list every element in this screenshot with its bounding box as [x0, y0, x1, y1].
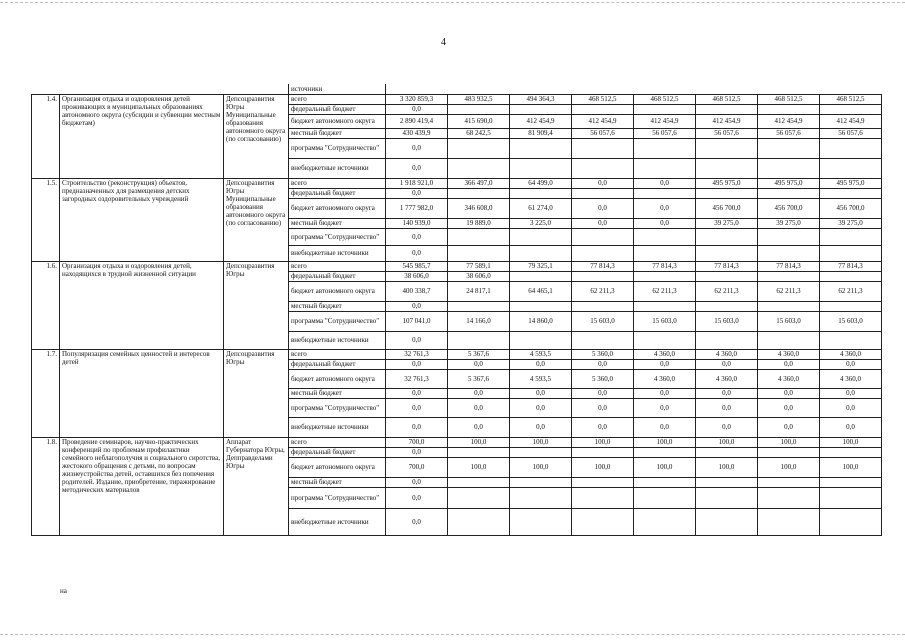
- table-row: [32, 94, 882, 104]
- amount-cell: 4 593,5: [510, 349, 572, 359]
- amount-cell: 0,0: [634, 218, 696, 228]
- item-name: Организация отдыха и оздоровления детей проживающих в муниципальных образованиях автономного округа (субсидии и субвенции местным бюджетам): [60, 94, 224, 178]
- item-executor: Депсоцразвития Югры Муниципальные образования автономного округа (по согласованию): [224, 94, 289, 178]
- amount-cell: 430 439,9: [386, 128, 448, 138]
- amount-cell: 0,0: [510, 417, 572, 437]
- funding-source-label: внебюджетные источники: [289, 417, 386, 437]
- amount-cell: 32 761,3: [386, 369, 448, 388]
- item-number: 1.4.: [32, 94, 60, 178]
- item-executor: Депсоцразвития Югры Муниципальные образования автономного округа (по согласованию): [224, 178, 289, 261]
- amount-cell: [758, 271, 820, 281]
- funding-source-label: федеральный бюджет: [289, 188, 386, 198]
- page-number: 4: [441, 37, 446, 48]
- amount-cell: 0,0: [634, 359, 696, 369]
- amount-cell: [448, 331, 510, 349]
- continuation-label: источники: [289, 84, 386, 94]
- amount-cell: 68 242,5: [448, 128, 510, 138]
- amount-cell: 0,0: [386, 359, 448, 369]
- amount-cell: 100,0: [634, 437, 696, 447]
- amount-cell: 346 608,0: [448, 198, 510, 218]
- amount-cell: [572, 271, 634, 281]
- amount-cell: 100,0: [510, 457, 572, 477]
- amount-cell: 62 211,3: [820, 281, 882, 301]
- amount-cell: 81 909,4: [510, 128, 572, 138]
- amount-cell: [510, 508, 572, 535]
- amount-cell: 495 975,0: [820, 178, 882, 188]
- amount-cell: 100,0: [696, 437, 758, 447]
- amount-cell: [820, 271, 882, 281]
- amount-cell: 0,0: [510, 388, 572, 398]
- amount-cell: [572, 188, 634, 198]
- amount-cell: 15 603,0: [696, 311, 758, 331]
- amount-cell: [634, 301, 696, 311]
- amount-cell: 700,0: [386, 457, 448, 477]
- amount-cell: [510, 477, 572, 487]
- table-row: [32, 437, 882, 447]
- amount-cell: [448, 508, 510, 535]
- amount-cell: 0,0: [386, 508, 448, 535]
- amount-cell: 0,0: [386, 245, 448, 261]
- amount-cell: [634, 104, 696, 114]
- amount-cell: [634, 271, 696, 281]
- amount-cell: [572, 245, 634, 261]
- amount-cell: 0,0: [634, 398, 696, 417]
- amount-cell: [510, 271, 572, 281]
- amount-cell: 62 211,3: [696, 281, 758, 301]
- amount-cell: 62 211,3: [572, 281, 634, 301]
- amount-cell: 38 606,0: [386, 271, 448, 281]
- amount-cell: [758, 508, 820, 535]
- amount-cell: [820, 245, 882, 261]
- amount-cell: 0,0: [448, 417, 510, 437]
- item-number: 1.7.: [32, 349, 60, 437]
- amount-cell: 412 454,9: [572, 114, 634, 128]
- amount-cell: 400 338,7: [386, 281, 448, 301]
- amount-cell: 468 512,5: [572, 94, 634, 104]
- amount-cell: 19 889,0: [448, 218, 510, 228]
- amount-cell: 412 454,9: [758, 114, 820, 128]
- funding-source-label: федеральный бюджет: [289, 359, 386, 369]
- amount-cell: 495 975,0: [758, 178, 820, 188]
- funding-source-label: программа "Сотрудничество": [289, 228, 386, 245]
- amount-cell: 3 225,0: [510, 218, 572, 228]
- amount-cell: [696, 487, 758, 508]
- continuation-row: [32, 84, 882, 94]
- item-number: 1.5.: [32, 178, 60, 261]
- item-executor: Аппарат Губернатора Югры, Депправделами Югры: [224, 437, 289, 535]
- item-name: Организация отдыха и оздоровления детей, находящихся в трудной жизненной ситуации: [60, 261, 224, 349]
- funding-source-label: местный бюджет: [289, 218, 386, 228]
- amount-cell: 0,0: [386, 388, 448, 398]
- amount-cell: 4 360,0: [634, 369, 696, 388]
- amount-cell: 39 275,0: [696, 218, 758, 228]
- amount-cell: 15 603,0: [634, 311, 696, 331]
- amount-cell: [696, 477, 758, 487]
- amount-cell: [634, 331, 696, 349]
- amount-cell: 77 814,3: [696, 261, 758, 271]
- funding-source-label: местный бюджет: [289, 128, 386, 138]
- amount-cell: 100,0: [572, 457, 634, 477]
- amount-cell: 14 166,0: [448, 311, 510, 331]
- amount-cell: [572, 477, 634, 487]
- amount-cell: 0,0: [386, 447, 448, 457]
- amount-cell: [572, 301, 634, 311]
- amount-cell: [634, 487, 696, 508]
- amount-cell: [510, 301, 572, 311]
- amount-cell: [634, 188, 696, 198]
- amount-cell: 56 057,6: [820, 128, 882, 138]
- amount-cell: 100,0: [572, 437, 634, 447]
- amount-cell: 0,0: [758, 388, 820, 398]
- amount-cell: 4 360,0: [758, 349, 820, 359]
- amount-cell: 0,0: [386, 398, 448, 417]
- amount-cell: [696, 245, 758, 261]
- amount-cell: 100,0: [448, 437, 510, 447]
- amount-cell: [820, 447, 882, 457]
- amount-cell: [448, 104, 510, 114]
- amount-cell: [634, 158, 696, 178]
- amount-cell: 56 057,6: [572, 128, 634, 138]
- amount-cell: 77 814,3: [634, 261, 696, 271]
- budget-table: [31, 84, 882, 536]
- amount-cell: 4 360,0: [696, 349, 758, 359]
- amount-cell: 4 593,5: [510, 369, 572, 388]
- funding-source-label: программа "Сотрудничество": [289, 138, 386, 158]
- amount-cell: 107 041,0: [386, 311, 448, 331]
- amount-cell: [696, 228, 758, 245]
- amount-cell: [510, 228, 572, 245]
- funding-source-label: бюджет автономного округа: [289, 198, 386, 218]
- amount-cell: 545 985,7: [386, 261, 448, 271]
- amount-cell: 0,0: [386, 477, 448, 487]
- amount-cell: [758, 188, 820, 198]
- amount-cell: 0,0: [386, 301, 448, 311]
- amount-cell: [820, 331, 882, 349]
- amount-cell: 77 814,3: [758, 261, 820, 271]
- amount-cell: 56 057,6: [696, 128, 758, 138]
- amount-cell: 100,0: [820, 437, 882, 447]
- amount-cell: 366 497,0: [448, 178, 510, 188]
- amount-cell: 0,0: [386, 417, 448, 437]
- amount-cell: [696, 158, 758, 178]
- amount-cell: [758, 331, 820, 349]
- amount-cell: [634, 447, 696, 457]
- amount-cell: 0,0: [820, 359, 882, 369]
- table-row: [32, 178, 882, 188]
- amount-cell: [448, 188, 510, 198]
- amount-cell: [820, 301, 882, 311]
- amount-cell: [820, 487, 882, 508]
- amount-cell: 0,0: [386, 228, 448, 245]
- amount-cell: 0,0: [572, 398, 634, 417]
- amount-cell: 494 364,3: [510, 94, 572, 104]
- amount-cell: [696, 301, 758, 311]
- amount-cell: 2 890 419,4: [386, 114, 448, 128]
- amount-cell: 468 512,5: [758, 94, 820, 104]
- amount-cell: 77 814,3: [820, 261, 882, 271]
- amount-cell: 415 690,0: [448, 114, 510, 128]
- amount-cell: 0,0: [634, 417, 696, 437]
- funding-source-label: местный бюджет: [289, 301, 386, 311]
- amount-cell: [634, 138, 696, 158]
- funding-source-label: программа "Сотрудничество": [289, 398, 386, 417]
- funding-source-label: всего: [289, 94, 386, 104]
- amount-cell: 0,0: [820, 388, 882, 398]
- amount-cell: 0,0: [572, 178, 634, 188]
- amount-cell: 0,0: [386, 158, 448, 178]
- funding-source-label: федеральный бюджет: [289, 104, 386, 114]
- amount-cell: [634, 508, 696, 535]
- amount-cell: 412 454,9: [820, 114, 882, 128]
- amount-cell: 5 360,0: [572, 349, 634, 359]
- funding-source-label: федеральный бюджет: [289, 271, 386, 281]
- amount-cell: [510, 138, 572, 158]
- item-number: 1.6.: [32, 261, 60, 349]
- amount-cell: 15 603,0: [572, 311, 634, 331]
- amount-cell: 0,0: [634, 178, 696, 188]
- amount-cell: 15 603,0: [820, 311, 882, 331]
- scan-top-edge: [0, 2, 905, 3]
- amount-cell: 32 761,3: [386, 349, 448, 359]
- amount-cell: [758, 447, 820, 457]
- amount-cell: [820, 104, 882, 114]
- funding-source-label: внебюджетные источники: [289, 245, 386, 261]
- amount-cell: [696, 508, 758, 535]
- amount-cell: [758, 104, 820, 114]
- amount-cell: 5 367,6: [448, 369, 510, 388]
- amount-cell: 468 512,5: [696, 94, 758, 104]
- amount-cell: 456 700,0: [758, 198, 820, 218]
- amount-cell: [758, 138, 820, 158]
- amount-cell: 0,0: [572, 218, 634, 228]
- table-row: [32, 261, 882, 271]
- amount-cell: 39 275,0: [820, 218, 882, 228]
- amount-cell: 483 932,5: [448, 94, 510, 104]
- funding-source-label: внебюджетные источники: [289, 158, 386, 178]
- amount-cell: 4 360,0: [820, 369, 882, 388]
- amount-cell: [696, 331, 758, 349]
- amount-cell: 4 360,0: [820, 349, 882, 359]
- amount-cell: [820, 188, 882, 198]
- funding-source-label: всего: [289, 437, 386, 447]
- amount-cell: 77 589,1: [448, 261, 510, 271]
- funding-source-label: бюджет автономного округа: [289, 114, 386, 128]
- amount-cell: 0,0: [758, 398, 820, 417]
- funding-source-label: программа "Сотрудничество": [289, 311, 386, 331]
- amount-cell: 62 211,3: [758, 281, 820, 301]
- amount-cell: [448, 158, 510, 178]
- amount-cell: 140 939,0: [386, 218, 448, 228]
- item-name: Проведение семинаров, научно-практических конференций по проблемам профилактики семейного неблагополучия и социального сиротства, жестокого обращения с детьми, по вопросам жизнеустройства детей, оставшихся без попечения родителей. Издание, приобретение, тиражирование методических материалов: [60, 437, 224, 535]
- amount-cell: [572, 138, 634, 158]
- amount-cell: [572, 104, 634, 114]
- table-row: [32, 349, 882, 359]
- amount-cell: [758, 228, 820, 245]
- amount-cell: [820, 138, 882, 158]
- amount-cell: [572, 228, 634, 245]
- amount-cell: [572, 508, 634, 535]
- amount-cell: 0,0: [572, 359, 634, 369]
- funding-source-label: программа "Сотрудничество": [289, 487, 386, 508]
- amount-cell: 15 603,0: [758, 311, 820, 331]
- amount-cell: 412 454,9: [696, 114, 758, 128]
- amount-cell: 0,0: [386, 487, 448, 508]
- amount-cell: [510, 104, 572, 114]
- amount-cell: 412 454,9: [634, 114, 696, 128]
- amount-cell: [820, 158, 882, 178]
- amount-cell: 0,0: [634, 388, 696, 398]
- item-number: 1.8.: [32, 437, 60, 535]
- amount-cell: [448, 447, 510, 457]
- amount-cell: 64 465,1: [510, 281, 572, 301]
- amount-cell: [448, 301, 510, 311]
- amount-cell: [510, 158, 572, 178]
- amount-cell: 0,0: [820, 398, 882, 417]
- amount-cell: 0,0: [448, 388, 510, 398]
- amount-cell: 0,0: [510, 398, 572, 417]
- item-name: Популяризация семейных ценностей и интересов детей: [60, 349, 224, 437]
- amount-cell: 39 275,0: [758, 218, 820, 228]
- amount-cell: [448, 228, 510, 245]
- amount-cell: 100,0: [696, 457, 758, 477]
- amount-cell: [572, 487, 634, 508]
- amount-cell: 4 360,0: [696, 369, 758, 388]
- amount-cell: 1 918 921,0: [386, 178, 448, 188]
- amount-cell: 0,0: [696, 398, 758, 417]
- amount-cell: 56 057,6: [758, 128, 820, 138]
- amount-cell: 3 320 859,3: [386, 94, 448, 104]
- amount-cell: 0,0: [696, 359, 758, 369]
- amount-cell: 0,0: [696, 388, 758, 398]
- amount-cell: 62 211,3: [634, 281, 696, 301]
- amount-cell: [758, 301, 820, 311]
- amount-cell: [572, 331, 634, 349]
- amount-cell: 700,0: [386, 437, 448, 447]
- amount-cell: [696, 188, 758, 198]
- funding-source-label: бюджет автономного округа: [289, 281, 386, 301]
- amount-cell: 412 454,9: [510, 114, 572, 128]
- amount-cell: [758, 477, 820, 487]
- amount-cell: 468 512,5: [634, 94, 696, 104]
- footnote: на: [60, 587, 67, 595]
- funding-source-label: бюджет автономного округа: [289, 457, 386, 477]
- amount-cell: 0,0: [820, 417, 882, 437]
- amount-cell: 61 274,0: [510, 198, 572, 218]
- amount-cell: 0,0: [758, 417, 820, 437]
- amount-cell: [572, 158, 634, 178]
- amount-cell: 14 860,0: [510, 311, 572, 331]
- amount-cell: 100,0: [758, 457, 820, 477]
- amount-cell: 1 777 982,0: [386, 198, 448, 218]
- amount-cell: [696, 447, 758, 457]
- funding-source-label: местный бюджет: [289, 477, 386, 487]
- amount-cell: [572, 447, 634, 457]
- amount-cell: 64 499,0: [510, 178, 572, 188]
- amount-cell: 79 325,1: [510, 261, 572, 271]
- amount-cell: 100,0: [758, 437, 820, 447]
- amount-cell: [510, 331, 572, 349]
- amount-cell: [696, 138, 758, 158]
- amount-cell: 100,0: [448, 457, 510, 477]
- funding-source-label: бюджет автономного округа: [289, 369, 386, 388]
- amount-cell: 0,0: [634, 198, 696, 218]
- amount-cell: 38 606,0: [448, 271, 510, 281]
- amount-cell: 0,0: [572, 198, 634, 218]
- amount-cell: [448, 138, 510, 158]
- amount-cell: [448, 487, 510, 508]
- amount-cell: 0,0: [572, 388, 634, 398]
- amount-cell: 0,0: [386, 188, 448, 198]
- amount-cell: 495 975,0: [696, 178, 758, 188]
- amount-cell: 468 512,5: [820, 94, 882, 104]
- funding-source-label: внебюджетные источники: [289, 331, 386, 349]
- amount-cell: [758, 245, 820, 261]
- amount-cell: [758, 487, 820, 508]
- funding-source-label: внебюджетные источники: [289, 508, 386, 535]
- amount-cell: [820, 228, 882, 245]
- funding-source-label: местный бюджет: [289, 388, 386, 398]
- amount-cell: [510, 245, 572, 261]
- funding-source-label: всего: [289, 261, 386, 271]
- amount-cell: 0,0: [758, 359, 820, 369]
- amount-cell: 456 700,0: [696, 198, 758, 218]
- amount-cell: 456 700,0: [820, 198, 882, 218]
- scan-bottom-edge: [0, 634, 905, 635]
- amount-cell: 4 360,0: [758, 369, 820, 388]
- amount-cell: 0,0: [448, 398, 510, 417]
- amount-cell: 4 360,0: [634, 349, 696, 359]
- amount-cell: [634, 245, 696, 261]
- funding-source-label: всего: [289, 178, 386, 188]
- amount-cell: [448, 477, 510, 487]
- amount-cell: 5 360,0: [572, 369, 634, 388]
- amount-cell: 56 057,6: [634, 128, 696, 138]
- item-executor: Депсоцразвития Югры: [224, 261, 289, 349]
- item-executor: Депсоцразвития Югры: [224, 349, 289, 437]
- amount-cell: [696, 271, 758, 281]
- amount-cell: 100,0: [510, 437, 572, 447]
- amount-cell: [634, 477, 696, 487]
- amount-cell: [510, 188, 572, 198]
- amount-cell: 0,0: [386, 104, 448, 114]
- amount-cell: 100,0: [820, 457, 882, 477]
- amount-cell: 0,0: [572, 417, 634, 437]
- item-name: Строительство (реконструкция) объектов, предназначенных для размещения детских загородных оздоровительных учреждений: [60, 178, 224, 261]
- funding-source-label: федеральный бюджет: [289, 447, 386, 457]
- amount-cell: 100,0: [634, 457, 696, 477]
- amount-cell: 0,0: [510, 359, 572, 369]
- amount-cell: [448, 245, 510, 261]
- amount-cell: 0,0: [386, 138, 448, 158]
- amount-cell: [820, 477, 882, 487]
- amount-cell: [758, 158, 820, 178]
- amount-cell: 24 817,1: [448, 281, 510, 301]
- amount-cell: [820, 508, 882, 535]
- amount-cell: [510, 487, 572, 508]
- amount-cell: [696, 104, 758, 114]
- amount-cell: 0,0: [448, 359, 510, 369]
- funding-source-label: всего: [289, 349, 386, 359]
- amount-cell: 5 367,6: [448, 349, 510, 359]
- amount-cell: 0,0: [696, 417, 758, 437]
- amount-cell: 0,0: [386, 331, 448, 349]
- amount-cell: [634, 228, 696, 245]
- amount-cell: 77 814,3: [572, 261, 634, 271]
- amount-cell: [510, 447, 572, 457]
